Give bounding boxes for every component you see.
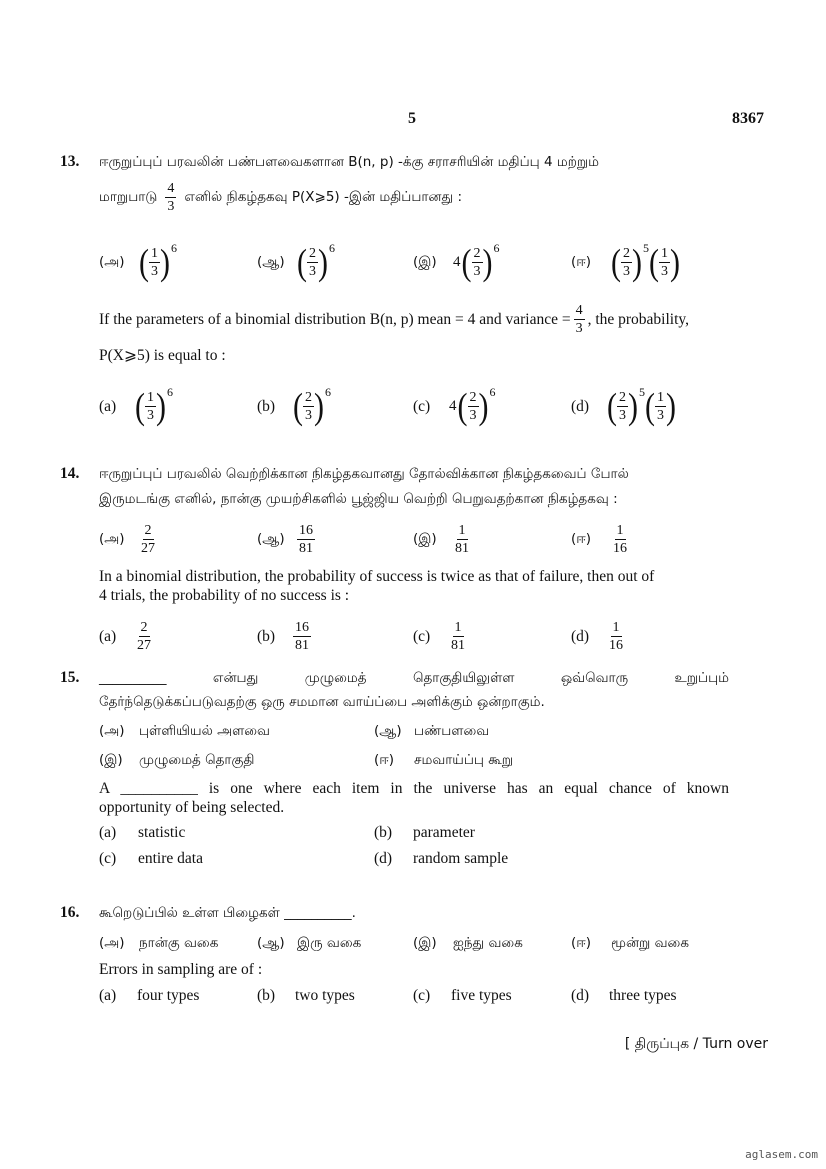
question-15-number: 15.: [60, 669, 80, 686]
q15-ta-option-a[interactable]: [99, 723, 270, 741]
exponent: 5: [639, 385, 645, 399]
fraction-denominator: 3: [619, 408, 626, 423]
option-label: (b): [257, 627, 276, 645]
q13-ta-probability-text: எனில் நிகழ்தகவு P(X⩾5) -இன் மதிப்பானது :: [184, 188, 463, 205]
exponent: 6: [325, 385, 331, 399]
fraction-denominator: 3: [661, 264, 668, 279]
fraction-denominator: 27: [137, 638, 151, 653]
question-14-tamil-line1: ஈருறுப்புப் பரவலில் வெற்றிக்கான நிகழ்தகவானது தோல்விக்கான நிகழ்தகவைப் போல்: [99, 466, 629, 482]
coefficient: 4: [449, 398, 457, 414]
fraction-numerator: 1: [661, 246, 668, 261]
option-label: (d): [374, 850, 393, 867]
fraction-numerator: 2: [305, 390, 312, 405]
option-text: ஐந்து வகை: [453, 935, 523, 951]
coefficient: 4: [453, 254, 461, 270]
q15-en-option-c[interactable]: [99, 850, 203, 868]
fraction-numerator: 16: [295, 620, 309, 635]
option-text: three types: [609, 987, 677, 1004]
fraction-denominator: 3: [151, 264, 158, 279]
fraction-denominator: 16: [609, 638, 623, 653]
option-label: (b): [257, 987, 276, 1004]
question-15-english-line1: A __________ is one where each item in the universe has an equal chance of known: [99, 780, 729, 797]
fraction-numerator: 2: [140, 620, 148, 635]
q15-en-option-a[interactable]: [99, 824, 185, 842]
option-label: (a): [99, 987, 117, 1004]
q14-en-option-a[interactable]: [99, 619, 153, 654]
option-text: parameter: [413, 824, 475, 841]
q13-en-option-d[interactable]: (d) ( $\frac{2}{3}$ ) 5 ( $\frac{1}{3}$ ): [571, 385, 676, 427]
option-label: (c): [99, 850, 117, 867]
fraction-denominator: 3: [309, 264, 316, 279]
option-label: (a): [99, 824, 117, 841]
option-label: (இ): [99, 752, 123, 768]
option-label: (ஈ): [571, 935, 592, 951]
turn-over-note: [ திருப்புக / Turn over: [624, 1036, 768, 1052]
fraction-numerator: 1: [616, 523, 624, 538]
option-text: பண்பளவை: [414, 723, 490, 739]
question-15-english-line2: opportunity of being selected.: [99, 799, 285, 816]
question-16-english-line: Errors in sampling are of :: [99, 961, 263, 978]
fraction-denominator: 3: [469, 408, 477, 423]
option-label: (a): [99, 627, 117, 645]
option-label: (அ): [99, 253, 125, 270]
q16-ta-option-b[interactable]: [257, 935, 361, 953]
fraction-numerator: 2: [144, 523, 152, 538]
question-13-number: 13.: [60, 153, 80, 170]
fraction-denominator: 3: [305, 408, 312, 423]
q16-ta-option-d[interactable]: [571, 935, 689, 953]
question-13-english-line2: P(X⩾5) is equal to :: [99, 347, 226, 364]
exponent: 6: [489, 385, 496, 399]
option-text: நான்கு வகை: [139, 935, 219, 951]
q13-en-option-b[interactable]: (b) ( $\frac{2}{3}$ ) 6: [257, 385, 331, 427]
fraction-numerator: 1: [657, 390, 664, 405]
q13-en-option-a[interactable]: (a) ( $\frac{1}{3}$ ) 6: [99, 385, 173, 427]
question-14-number: 14.: [60, 465, 80, 482]
q14-ta-option-a[interactable]: [99, 522, 157, 557]
q13-ta-option-d[interactable]: (ஈ) ( $\frac{2}{3}$ ) 5 ( $\frac{1}{3}$ ): [571, 241, 680, 283]
option-label: (ஈ): [571, 530, 592, 547]
option-text: four types: [137, 987, 200, 1004]
question-16-number: 16.: [60, 904, 80, 921]
fraction-denominator: 81: [299, 541, 313, 556]
option-text: entire data: [138, 850, 203, 867]
fraction-numerator: 1: [147, 390, 154, 405]
option-text: சமவாய்ப்பு கூறு: [414, 752, 514, 768]
q15-ta-option-c[interactable]: [99, 752, 254, 770]
option-label: (அ): [99, 530, 125, 547]
q13-en-variance-fraction: [574, 302, 585, 337]
fraction-numerator: 1: [151, 246, 158, 261]
question-13-english-line1: [99, 302, 689, 337]
option-label: (b): [374, 824, 393, 841]
option-text: two types: [295, 987, 355, 1004]
exponent: 6: [493, 241, 500, 255]
fraction-numerator: 4: [167, 181, 175, 196]
option-label: (c): [413, 987, 431, 1004]
fraction-numerator: 16: [299, 523, 313, 538]
question-14-english-line1: In a binomial distribution, the probability of success is twice as that of failure, then out of: [99, 568, 655, 585]
option-label: (அ): [99, 723, 125, 739]
option-label: (c): [413, 627, 431, 645]
option-label: (d): [571, 987, 590, 1004]
option-label: (d): [571, 627, 590, 645]
fraction-denominator: 3: [147, 408, 154, 423]
fraction-denominator: 3: [575, 321, 583, 336]
exponent: 6: [171, 241, 177, 255]
option-text: random sample: [413, 850, 509, 867]
option-text: முழுமைத் தொகுதி: [139, 752, 255, 768]
fraction-numerator: 1: [454, 620, 462, 635]
option-label: (இ): [413, 253, 437, 270]
option-label: (ஆ): [257, 530, 285, 547]
q13-en-text-b: , the probability,: [587, 310, 690, 328]
fraction-denominator: 3: [623, 264, 630, 279]
option-label: (அ): [99, 935, 125, 951]
q13-en-text-a: If the parameters of a binomial distribution B(n, p) mean = 4 and variance =: [99, 310, 571, 328]
q13-ta-variance-fraction: [165, 180, 176, 215]
option-label: (ஈ): [374, 752, 395, 768]
q14-ta-option-d[interactable]: [571, 522, 629, 557]
q14-ta-option-b[interactable]: [257, 522, 315, 557]
q13-ta-variance-label: மாறுபாடு: [99, 188, 158, 205]
q13-ta-option-c[interactable]: (இ) 4 ( $\frac{2}{3}$ ) 6: [413, 241, 500, 283]
question-15-tamil-line1: __________ என்பது முழுமைத் தொகுதியிலுள்ள ஒவ்வொரு உறுப்பும்: [99, 670, 729, 686]
q13-ta-option-a[interactable]: (அ) ( $\frac{1}{3}$ ) 6: [99, 241, 177, 283]
option-label: (இ): [413, 935, 437, 951]
fraction-denominator: 3: [473, 264, 481, 279]
fraction-denominator: 27: [141, 541, 155, 556]
q15-ta-option-b[interactable]: [374, 723, 489, 741]
fraction-numerator: 2: [623, 246, 630, 261]
question-16-tamil-line: கூறெடுப்பில் உள்ள பிழைகள் __________.: [99, 905, 356, 921]
q13-ta-option-b[interactable]: (ஆ) ( $\frac{2}{3}$ ) 6: [257, 241, 335, 283]
option-label: (d): [571, 397, 590, 415]
option-label: (ஈ): [571, 253, 592, 270]
q14-en-option-d[interactable]: [571, 619, 625, 654]
watermark: aglasem.com: [745, 1148, 818, 1161]
q16-en-option-c[interactable]: [413, 987, 512, 1005]
fraction-numerator: 2: [619, 390, 626, 405]
option-text: இரு வகை: [297, 935, 362, 951]
option-text: புள்ளியியல் அளவை: [139, 723, 270, 739]
fraction-denominator: 16: [613, 541, 627, 556]
exponent: 6: [167, 385, 173, 399]
exponent: 6: [329, 241, 335, 255]
fraction-denominator: 3: [657, 408, 664, 423]
q16-ta-option-c[interactable]: [413, 935, 523, 953]
q13-en-option-c[interactable]: (c) 4 ( $\frac{2}{3}$ ) 6: [413, 385, 496, 427]
question-13-tamil-line1: ஈருறுப்புப் பரவலின் பண்பளவைகளான B(n, p) -க்கு சராசரியின் மதிப்பு 4 மற்றும்: [99, 154, 600, 170]
option-label: (ஆ): [374, 723, 402, 739]
fraction-denominator: 81: [455, 541, 469, 556]
exponent: 5: [643, 241, 649, 255]
q15-en-option-d[interactable]: [374, 850, 508, 868]
fraction-numerator: 2: [469, 390, 477, 405]
option-label: (இ): [413, 530, 437, 547]
fraction-numerator: 4: [575, 303, 583, 318]
fraction-numerator: 1: [612, 620, 620, 635]
question-13-tamil-line2: [99, 180, 462, 215]
fraction-numerator: 2: [473, 246, 481, 261]
q14-ta-option-c[interactable]: [413, 522, 471, 557]
q16-en-option-a[interactable]: [99, 987, 199, 1005]
question-14-english-line2: 4 trials, the probability of no success is :: [99, 587, 350, 604]
fraction-denominator: 81: [295, 638, 309, 653]
option-label: (b): [257, 397, 276, 415]
option-text: five types: [451, 987, 512, 1004]
fraction-denominator: 3: [167, 199, 175, 214]
fraction-numerator: 2: [309, 246, 316, 261]
option-label: (ஆ): [257, 253, 285, 270]
q14-en-option-c[interactable]: [413, 619, 467, 654]
fraction-numerator: 1: [458, 523, 466, 538]
option-text: மூன்று வகை: [611, 935, 689, 951]
q16-ta-option-a[interactable]: [99, 935, 218, 953]
q14-en-option-b[interactable]: [257, 619, 311, 654]
question-15-tamil-line2: தேர்ந்தெடுக்கப்படுவதற்கு ஒரு சமமான வாய்ப்பை அளிக்கும் ஒன்றாகும்.: [99, 694, 545, 710]
question-14-tamil-line2: இருமடங்கு எனில், நான்கு முயற்சிகளில் பூஜ்ஜிய வெற்றி பெறுவதற்கான நிகழ்தகவு :: [99, 491, 618, 507]
paper-code: 8367: [732, 110, 764, 127]
fraction-denominator: 81: [451, 638, 465, 653]
q16-en-option-b[interactable]: [257, 987, 355, 1005]
q15-en-option-b[interactable]: [374, 824, 475, 842]
option-label: (c): [413, 397, 431, 415]
q16-en-option-d[interactable]: [571, 987, 677, 1005]
option-label: (a): [99, 397, 117, 415]
option-text: statistic: [138, 824, 186, 841]
page-number: 5: [408, 110, 416, 127]
option-label: (ஆ): [257, 935, 285, 951]
q15-ta-option-d[interactable]: [374, 752, 513, 770]
